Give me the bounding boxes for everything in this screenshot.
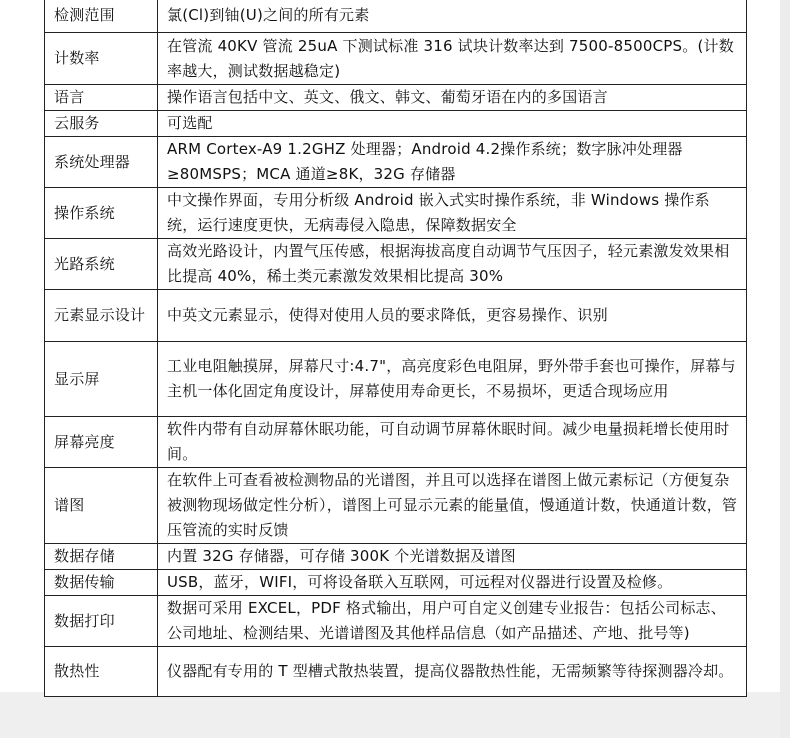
page-margin-right xyxy=(780,0,790,738)
row-label: 数据打印 xyxy=(45,596,158,647)
table-row xyxy=(45,137,747,188)
row-label: 云服务 xyxy=(45,111,158,137)
row-value: ARM Cortex-A9 1.2GHZ 处理器；Android 4.2操作系统；数字脉冲处理器≥80MSPS；MCA 通道≥8K，32G 存储器 xyxy=(158,137,747,188)
row-value: USB，蓝牙，WIFI，可将设备联入互联网，可远程对仪器进行设置及检修。 xyxy=(158,570,747,596)
row-label: 散热性 xyxy=(45,647,158,697)
table-row xyxy=(45,85,747,111)
spec-table xyxy=(44,0,747,697)
table-row xyxy=(45,570,747,596)
row-label: 语言 xyxy=(45,85,158,111)
row-value: 软件内带有自动屏幕休眠功能，可自动调节屏幕休眠时间。减少电量损耗增长使用时间。 xyxy=(158,417,747,468)
row-value: 在管流 40KV 管流 25uA 下测试标准 316 试块计数率达到 7500-8500CPS。(计数率越大，测试数据越稳定) xyxy=(158,33,747,85)
row-value: 数据可采用 EXCEL，PDF 格式输出，用户可自定义创建专业报告：包括公司标志、公司地址、检测结果、光谱谱图及其他样品信息（如产品描述、产地、批号等) xyxy=(158,596,747,647)
table-row xyxy=(45,188,747,239)
table-row xyxy=(45,647,747,697)
row-label: 操作系统 xyxy=(45,188,158,239)
row-label: 数据存储 xyxy=(45,544,158,570)
row-value: 仪器配有专用的 T 型槽式散热装置，提高仪器散热性能，无需频繁等待探测器冷却。 xyxy=(158,647,747,697)
row-label: 计数率 xyxy=(45,33,158,85)
spec-table-body xyxy=(45,0,747,697)
table-row xyxy=(45,239,747,290)
row-value: 可选配 xyxy=(158,111,747,137)
page-margin-top-right xyxy=(748,0,780,170)
row-value: 在软件上可查看被检测物品的光谱图，并且可以选择在谱图上做元素标记（方便复杂被测物现场做定性分析），谱图上可显示元素的能量值，慢通道计数，快通道计数，管压管流的实时反馈 xyxy=(158,468,747,544)
row-label: 检测范围 xyxy=(45,0,158,33)
row-label: 屏幕亮度 xyxy=(45,417,158,468)
table-row xyxy=(45,596,747,647)
row-label: 数据传输 xyxy=(45,570,158,596)
row-label: 光路系统 xyxy=(45,239,158,290)
table-row xyxy=(45,290,747,342)
table-row xyxy=(45,417,747,468)
table-row xyxy=(45,111,747,137)
row-value: 内置 32G 存储器，可存储 300K 个光谱数据及谱图 xyxy=(158,544,747,570)
row-value: 氯(Cl)到铀(U)之间的所有元素 xyxy=(158,0,747,33)
row-value: 中英文元素显示，使得对使用人员的要求降低，更容易操作、识别 xyxy=(158,290,747,342)
table-row xyxy=(45,33,747,85)
row-label: 显示屏 xyxy=(45,342,158,417)
row-value: 中文操作界面，专用分析级 Android 嵌入式实时操作系统，非 Windows 操作系统，运行速度更快，无病毒侵入隐患，保障数据安全 xyxy=(158,188,747,239)
row-label: 元素显示设计 xyxy=(45,290,158,342)
row-label: 谱图 xyxy=(45,468,158,544)
table-row xyxy=(45,0,747,33)
row-value: 工业电阻触摸屏，屏幕尺寸:4.7"，高亮度彩色电阻屏，野外带手套也可操作，屏幕与主机一体化固定角度设计，屏幕使用寿命更长，不易损坏，更适合现场应用 xyxy=(158,342,747,417)
row-value: 高效光路设计，内置气压传感，根据海拔高度自动调节气压因子，轻元素激发效果相比提高 40%，稀土类元素激发效果相比提高 30% xyxy=(158,239,747,290)
row-value: 操作语言包括中文、英文、俄文、韩文、葡萄牙语在内的多国语言 xyxy=(158,85,747,111)
page-margin-bottom xyxy=(0,692,780,738)
table-row xyxy=(45,544,747,570)
row-label: 系统处理器 xyxy=(45,137,158,188)
table-row xyxy=(45,342,747,417)
table-row xyxy=(45,468,747,544)
